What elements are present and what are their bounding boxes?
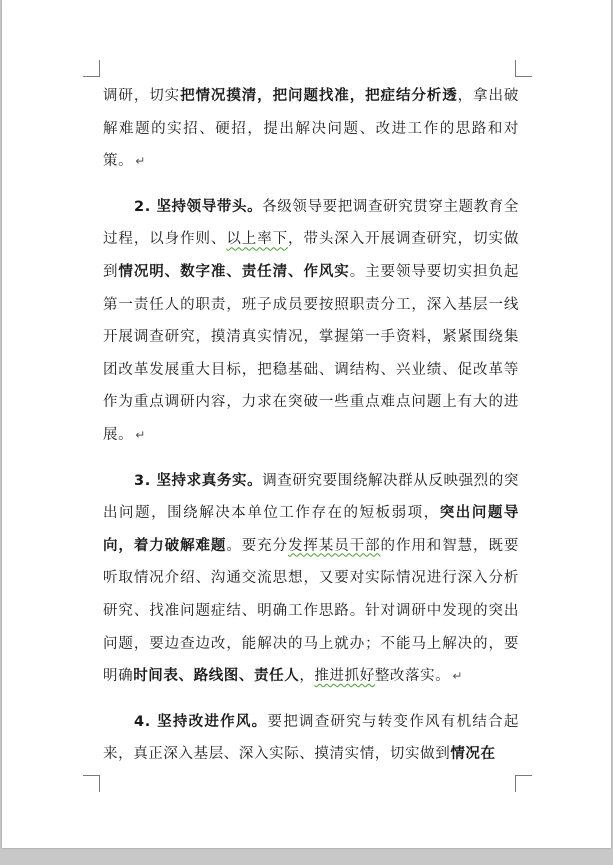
text-run: 调查研究要围绕解决群从反映强烈的突出问题，围绕解决本单位工作存在的短板弱项， [103, 472, 519, 522]
bold-text-run: 2. 坚持领导带头。 [134, 198, 263, 215]
crop-mark-top-right [515, 60, 532, 77]
text-run: 各级领导要把调查研究贯穿主题教育全过程，以身作则、 [103, 198, 519, 248]
paragraph [103, 706, 519, 771]
bold-text-run: 3. 坚持求真务实。 [134, 472, 263, 489]
bold-text-run: 突出问题导向，着力破解难题 [103, 505, 519, 554]
paragraph-mark-icon: ↵ [135, 154, 146, 169]
document-page [2, 0, 611, 848]
grammar-flagged-text: 以上率下 [226, 231, 289, 248]
bold-text-run: 情况在 [450, 746, 496, 763]
text-run: 要把调查研究与转变作风有机结合起来，真正深入基层、深入实际、摸清实情，切实做到 [103, 713, 519, 763]
bold-text-run: 时间表、路线图、责任人 [133, 668, 300, 685]
paragraph [103, 191, 519, 452]
paragraph [103, 465, 519, 693]
bold-text-run: 把情况摸清，把问题找准，把症结分析透 [180, 88, 458, 104]
text-run: 。主要领导要切实担负起第一责任人的职责，班子成员要按照职责分工，深入基层一线开展调查研究，摸清真实情况，掌握第一手资料，紧紧围绕集团改革发展重大目标，把稳基础、调结构、兴业绩、促改革等作为重点调研内容，力求在突破一些重点难点问题上有大的进展。 [103, 263, 519, 443]
text-run: 整改落实。 [374, 668, 451, 685]
text-run: ，拿出破解难题的实招、硬招，提出解决问题、改进工作的思路和对策。 [103, 88, 519, 170]
document-body[interactable] [103, 80, 519, 784]
grammar-flagged-text: 推进抓好 [314, 668, 375, 685]
text-run: 调研，切实 [103, 88, 181, 104]
grammar-flagged-text: 发挥某员干部 [288, 537, 381, 554]
paragraph [103, 80, 519, 178]
crop-mark-top-left [83, 60, 100, 77]
crop-mark-bottom-left [83, 775, 100, 792]
bold-text-run: 4. 坚持改进作风。 [134, 713, 268, 730]
paragraph-mark-icon: ↵ [135, 427, 146, 442]
text-run: 。要充分 [226, 537, 289, 554]
text-run: 的作用和智慧，既要听取情况介绍、沟通交流思想，又要对实际情况进行深入分析研究、找准问题症结、明确工作思路。针对调研中发现的突出问题，要边查边改，能解决的马上就办；不能马上解决的，要明确 [103, 537, 519, 685]
paragraph-mark-icon: ↵ [452, 669, 463, 684]
text-run: ， [299, 668, 315, 685]
text-run: ，带头深入开展调查研究，切实做到 [103, 231, 520, 280]
bold-text-run: 情况明、数字准、责任清、作风实 [118, 263, 350, 280]
